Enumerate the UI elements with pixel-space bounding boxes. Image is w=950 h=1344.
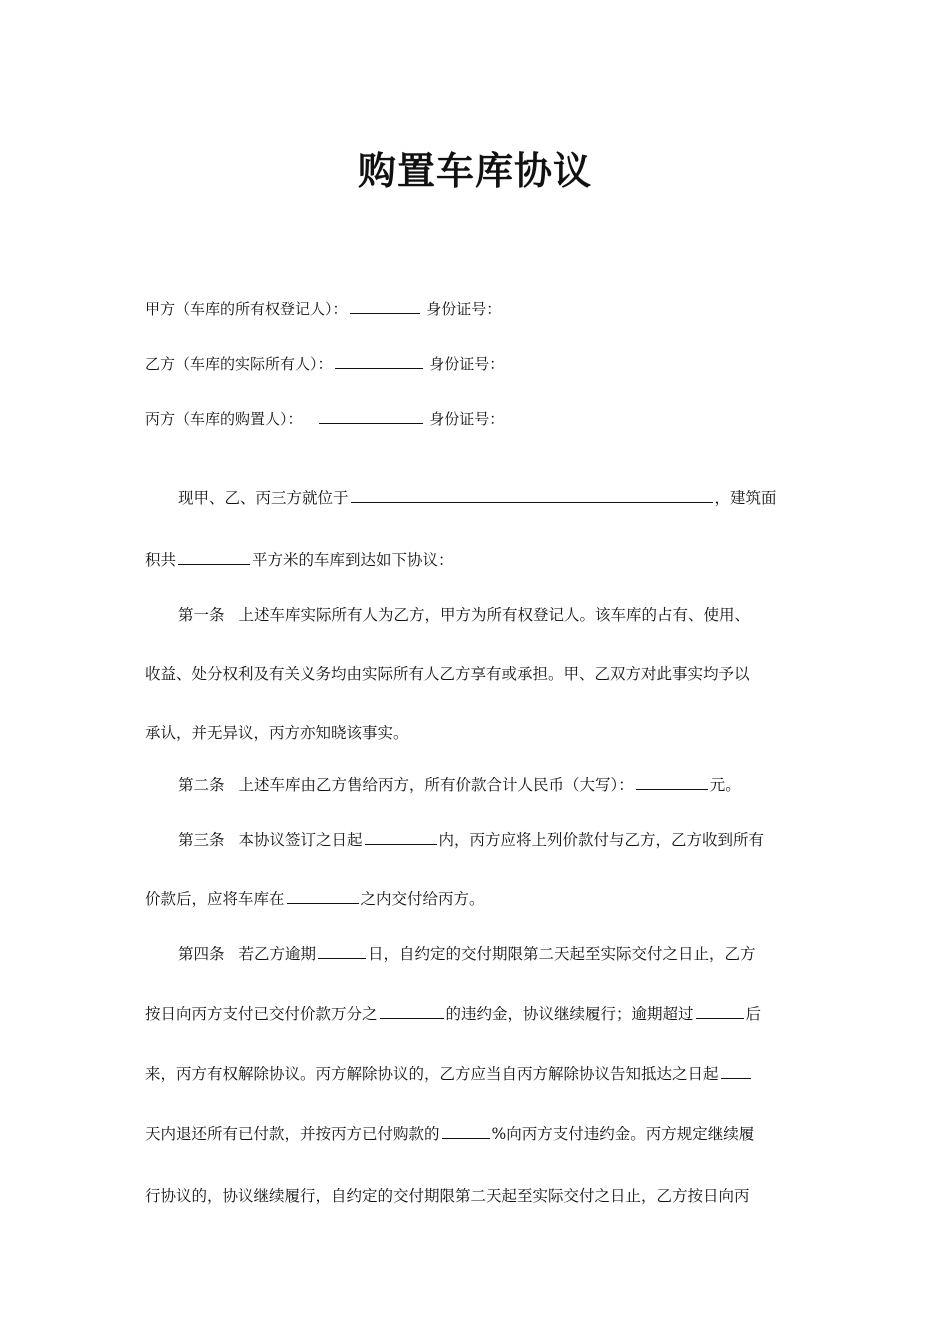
intro-text: ，建筑面: [714, 489, 777, 507]
overdue-limit-blank: [696, 1004, 744, 1019]
article-text: 元。: [709, 776, 741, 794]
overdue-days-blank: [318, 944, 366, 959]
article-text: 内，丙方应将上列价款付与乙方，乙方收到所有: [438, 831, 765, 849]
price-blank: [636, 775, 708, 790]
intro-line-1: [145, 486, 805, 508]
article-text: 的违约金，协议继续履行；逾期超过: [445, 1005, 694, 1023]
party-a-line: [145, 298, 501, 319]
article-text: 天内退还所有已付款，并按丙方已付购款的: [145, 1125, 440, 1143]
refund-days-blank: [721, 1064, 751, 1079]
party-b-name-blank: [335, 354, 423, 369]
article-1-line-3: [145, 721, 805, 743]
article-4-line-5: [145, 1184, 805, 1206]
payment-period-blank: [365, 830, 437, 845]
article-4-line-4: [145, 1122, 805, 1144]
intro-text: 平方米的车库到达如下协议：: [252, 551, 454, 569]
party-a-label: 甲方（车库的所有权登记人）：: [145, 300, 348, 318]
article-3-line-1: [145, 828, 805, 850]
location-blank: [351, 488, 713, 503]
article-text: 上述车库实际所有人为乙方，甲方为所有权登记人。该车库的占有、使用、: [238, 606, 751, 624]
article-text: 来，丙方有权解除协议。丙方解除协议的，乙方应当自丙方解除协议告知抵达之日起: [145, 1065, 719, 1083]
penalty-rate-blank: [380, 1004, 444, 1019]
party-a-id-label: 身份证号：: [426, 300, 502, 318]
party-c-label: 丙方（车库的购置人）：: [145, 410, 303, 428]
article-text: 日，自约定的交付期限第二天起至实际交付之日止，乙方: [368, 945, 756, 963]
article-4-line-1: [145, 942, 805, 964]
article-text: %向丙方支付违约金。丙方规定继续履: [491, 1125, 755, 1143]
article-number: 第四条: [178, 945, 225, 963]
party-c-name-blank: [319, 409, 423, 424]
article-number: 第一条: [178, 606, 225, 624]
article-text: 上述车库由乙方售给丙方，所有价款合计人民币（大写）：: [238, 776, 634, 794]
article-text: 本协议签订之日起: [238, 831, 363, 849]
party-b-id-label: 身份证号：: [429, 355, 505, 373]
article-1-line-2: [145, 662, 805, 684]
party-b-line: [145, 353, 504, 374]
article-text: 承认，并无异议，丙方亦知晓该事实。: [145, 724, 409, 742]
intro-text: 积共: [145, 551, 177, 569]
article-3-line-2: [145, 887, 805, 909]
article-2-line-1: [145, 773, 805, 795]
article-text: 若乙方逾期: [238, 945, 317, 963]
intro-line-2: [145, 548, 805, 570]
article-text: 价款后，应将车库在: [145, 890, 285, 908]
article-text: 后: [745, 1005, 762, 1023]
article-4-line-3: [145, 1062, 805, 1084]
article-text: 行协议的，协议继续履行，自约定的交付期限第二天起至实际交付之日止，乙方按日向丙: [145, 1187, 750, 1205]
article-number: 第二条: [178, 776, 225, 794]
penalty-percent-blank: [442, 1124, 490, 1139]
document-title: 购置车库协议: [357, 149, 592, 193]
party-c-line: [145, 408, 504, 429]
article-text: 收益、处分权利及有关义务均由实际所有人乙方享有或承担。甲、乙双方对此事实均予以: [145, 665, 750, 683]
area-blank: [178, 550, 250, 565]
article-text: 按日向丙方支付已交付价款万分之: [145, 1005, 378, 1023]
article-4-line-2: [145, 1002, 805, 1024]
article-number: 第三条: [178, 831, 225, 849]
delivery-period-blank: [287, 889, 359, 904]
article-1-line-1: [145, 603, 805, 625]
intro-text: 现甲、乙、丙三方就位于: [178, 489, 349, 507]
article-text: 之内交付给丙方。: [360, 890, 485, 908]
party-b-label: 乙方（车库的实际所有人）：: [145, 355, 333, 373]
party-a-name-blank: [350, 299, 420, 314]
party-c-id-label: 身份证号：: [429, 410, 505, 428]
